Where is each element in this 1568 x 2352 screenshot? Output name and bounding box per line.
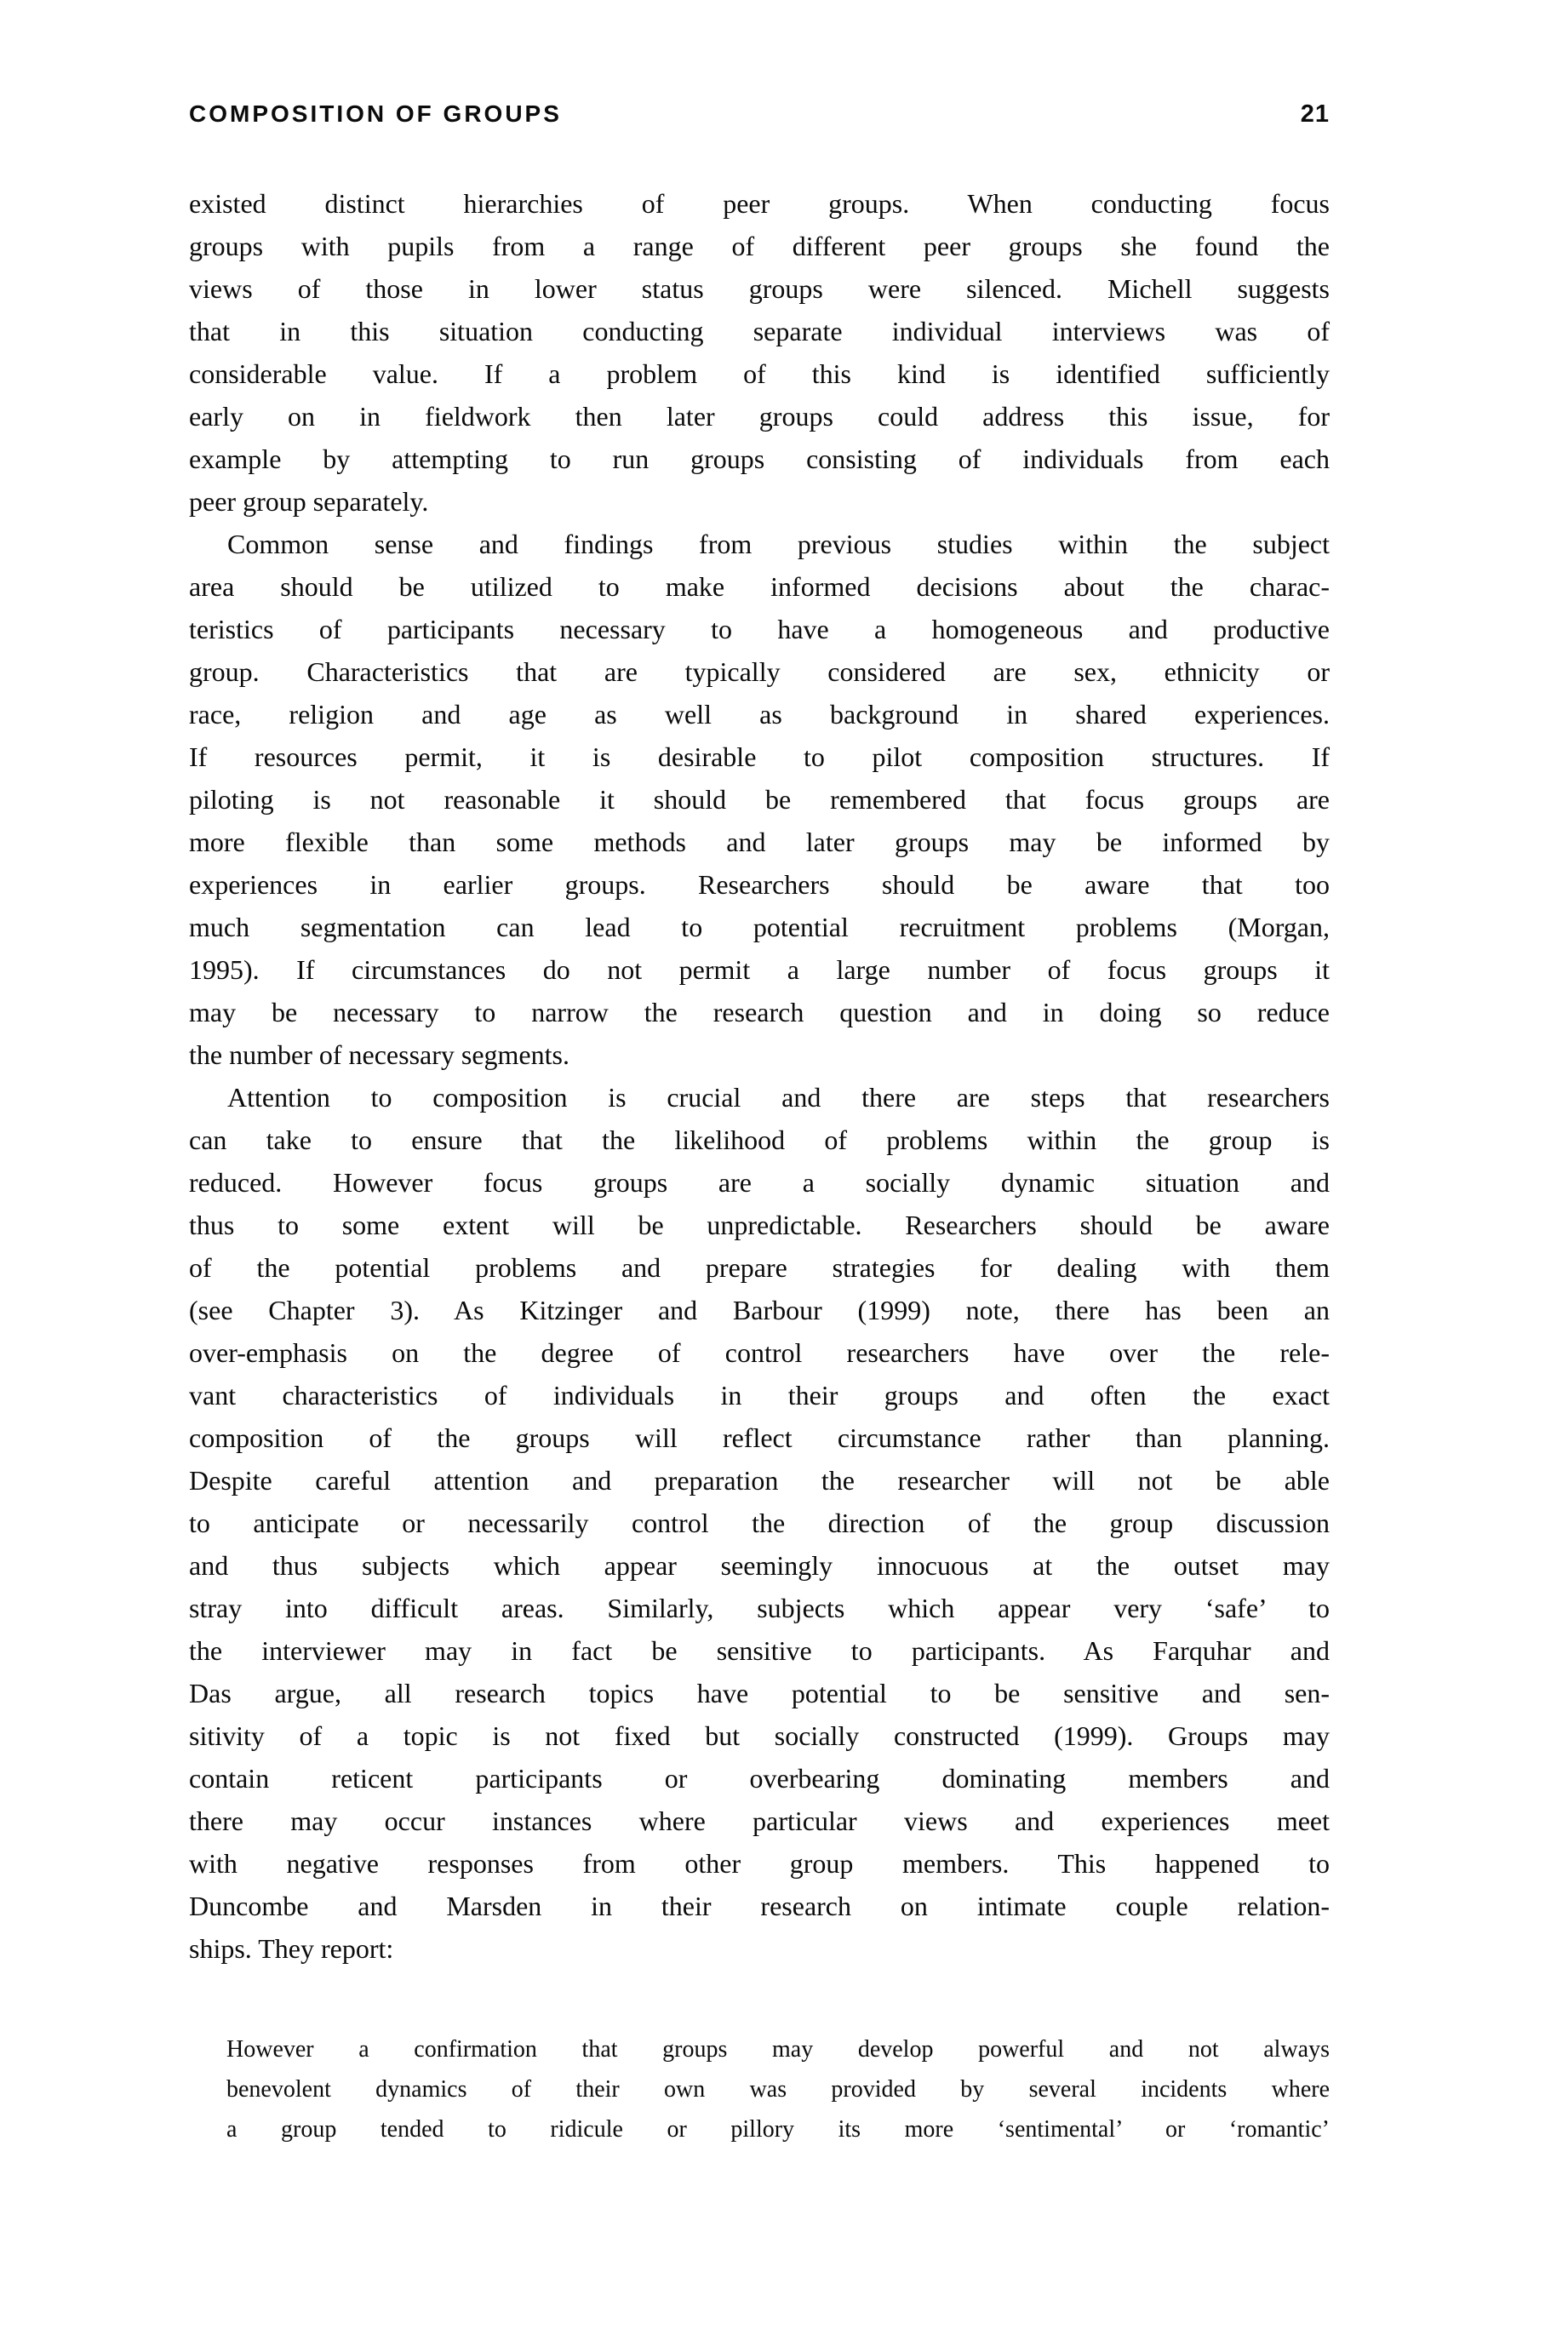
text-line: thus to some extent will be unpredictable. Researchers should be aware: [189, 1210, 1330, 1240]
text-line: However a confirmation that groups may develop powerful and not always: [226, 2036, 1330, 2063]
text-line: benevolent dynamics of their own was provided by several incidents where: [226, 2076, 1330, 2103]
text-line: early on in fieldwork then later groups could address this issue, for: [189, 401, 1330, 432]
text-line: views of those in lower status groups were silenced. Michell suggests: [189, 273, 1330, 304]
text-line: peer group separately.: [189, 486, 429, 517]
paragraph-1: [189, 182, 1330, 523]
text-line: contain reticent participants or overbearing dominating members and: [189, 1763, 1330, 1794]
text-line: group. Characteristics that are typically considered are sex, ethnicity or: [189, 656, 1330, 687]
text-line: a group tended to ridicule or pillory its more ‘sentimental’ or ‘romantic’: [226, 2116, 1330, 2143]
text-line: the number of necessary segments.: [189, 1039, 569, 1070]
block-quote: [226, 2029, 1330, 2149]
text-line: experiences in earlier groups. Researchers should be aware that too: [189, 869, 1330, 900]
text-line: may be necessary to narrow the research question and in doing so reduce: [189, 997, 1330, 1027]
running-head-title: COMPOSITION OF GROUPS: [189, 100, 562, 127]
text-line: race, religion and age as well as background in shared experiences.: [189, 699, 1330, 730]
text-line: area should be utilized to make informed decisions about the charac-: [189, 571, 1330, 602]
text-line: vant characteristics of individuals in their groups and often the exact: [189, 1380, 1330, 1411]
text-line: ships. They report:: [189, 1933, 394, 1964]
text-line: reduced. However focus groups are a socially dynamic situation and: [189, 1167, 1330, 1198]
text-line: existed distinct hierarchies of peer groups. When conducting focus: [189, 188, 1330, 219]
text-line: more flexible than some methods and later groups may be informed by: [189, 827, 1330, 857]
text-line: Common sense and findings from previous studies within the subject: [227, 529, 1330, 559]
text-line: can take to ensure that the likelihood of problems within the group is: [189, 1124, 1330, 1155]
text-line: considerable value. If a problem of this kind is identified sufficiently: [189, 358, 1330, 389]
text-line: (see Chapter 3). As Kitzinger and Barbour (1999) note, there has been an: [189, 1295, 1330, 1325]
text-line: to anticipate or necessarily control the direction of the group discussion: [189, 1508, 1330, 1538]
text-line: piloting is not reasonable it should be remembered that focus groups are: [189, 784, 1330, 815]
text-line: of the potential problems and prepare strategies for dealing with them: [189, 1252, 1330, 1283]
text-line: groups with pupils from a range of different peer groups she found the: [189, 231, 1330, 261]
text-line: composition of the groups will reflect circumstance rather than planning.: [189, 1422, 1330, 1453]
text-line: with negative responses from other group members. This happened to: [189, 1848, 1330, 1879]
text-line: teristics of participants necessary to have a homogeneous and productive: [189, 614, 1330, 644]
text-line: Duncombe and Marsden in their research on intimate couple relation-: [189, 1891, 1330, 1921]
running-header: [189, 100, 1330, 129]
text-line: If resources permit, it is desirable to pilot composition structures. If: [189, 741, 1330, 772]
text-line: stray into difficult areas. Similarly, subjects which appear very ‘safe’ to: [189, 1593, 1330, 1623]
page-number: 21: [1300, 100, 1330, 128]
text-line: example by attempting to run groups consisting of individuals from each: [189, 444, 1330, 474]
text-line: sitivity of a topic is not fixed but socially constructed (1999). Groups may: [189, 1720, 1330, 1751]
text-line: 1995). If circumstances do not permit a large number of focus groups it: [189, 954, 1330, 985]
body-text: [189, 182, 1330, 2149]
text-line: there may occur instances where particular views and experiences meet: [189, 1805, 1330, 1836]
text-line: Attention to composition is crucial and there are steps that researchers: [227, 1082, 1330, 1113]
text-line: the interviewer may in fact be sensitive to participants. As Farquhar and: [189, 1635, 1330, 1666]
text-line: Das argue, all research topics have potential to be sensitive and sen-: [189, 1678, 1330, 1708]
text-line: Despite careful attention and preparation the researcher will not be able: [189, 1465, 1330, 1496]
paragraph-3: [189, 1076, 1330, 1970]
text-line: that in this situation conducting separate individual interviews was of: [189, 316, 1330, 346]
text-line: over-emphasis on the degree of control researchers have over the rele-: [189, 1337, 1330, 1368]
paragraph-2: [189, 523, 1330, 1076]
text-line: and thus subjects which appear seemingly innocuous at the outset may: [189, 1550, 1330, 1581]
text-line: much segmentation can lead to potential recruitment problems (Morgan,: [189, 912, 1330, 942]
